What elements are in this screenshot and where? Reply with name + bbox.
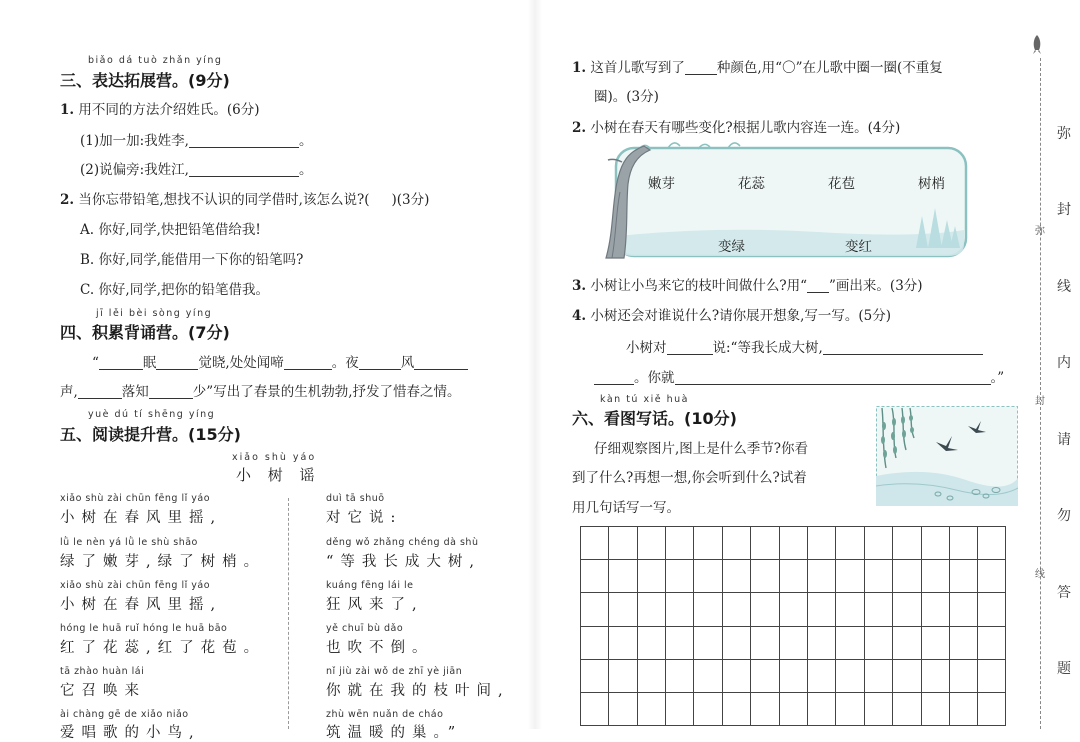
grid-line	[835, 526, 836, 726]
poem-line-pinyin: děng wǒ zhǎng chéng dà shù	[326, 537, 479, 548]
margin-word: 请	[1057, 432, 1071, 448]
text: 落知	[121, 384, 149, 400]
poem-line-pinyin: nǐ jiù zài wǒ de zhī yè jiān	[326, 666, 463, 677]
q-number: 4.	[572, 308, 587, 324]
poem-line: 你就在我的枝叶间,	[326, 683, 510, 699]
underline-mark	[807, 283, 829, 293]
r-q4-line2	[594, 366, 1004, 386]
punct: 。	[298, 162, 313, 178]
grid-line	[977, 526, 978, 726]
sec3-q1-a	[80, 129, 312, 149]
poem-line: 狂风来了,	[326, 597, 424, 613]
grid-line	[864, 526, 865, 726]
text: 少”写出了春景的生机勃勃,抒发了惜春之情。	[192, 384, 461, 400]
q-text: 种颜色,用“〇”在儿歌中圈一圈(不重复	[716, 60, 943, 76]
grid-line	[693, 526, 694, 726]
margin-word: 题	[1057, 661, 1071, 677]
poem-line-pinyin: tā zhào huàn lái	[60, 666, 145, 677]
r-q1	[572, 56, 943, 76]
grid-line	[665, 526, 666, 726]
poem-line: 小树在春风里摇,	[60, 510, 223, 526]
sec4-line2	[60, 380, 461, 400]
margin-word: 内	[1057, 355, 1071, 371]
poem-line: 绿了嫩芽,绿了树梢。	[60, 554, 266, 570]
page-fold	[528, 0, 542, 729]
q-text: (2)说偏旁:我姓江,	[80, 162, 189, 178]
text: 风	[400, 355, 415, 371]
grid-line	[779, 526, 780, 726]
match-item-top[interactable]: 花苞	[828, 176, 855, 192]
q-text: 。”	[990, 370, 1005, 386]
q-text: 用不同的方法介绍姓氏。(6分)	[78, 102, 260, 118]
answer-blank[interactable]	[156, 355, 198, 370]
sec6-text-1: 仔细观察图片,图上是什么季节?你看	[594, 441, 809, 457]
punct: “	[92, 355, 99, 371]
q-number: 2.	[572, 120, 587, 136]
sec5-title: 五、阅读提升营。(15分)	[60, 425, 241, 444]
answer-blank[interactable]	[189, 162, 299, 177]
poem-line: 筑温暖的巢。”	[326, 725, 463, 741]
poem-line: 红了花蕊,红了花苞。	[60, 640, 266, 656]
answer-blank[interactable]	[284, 355, 332, 370]
answer-blank[interactable]	[99, 355, 143, 370]
sec4-title: 四、积累背诵营。(7分)	[60, 323, 230, 342]
q-number: 2.	[60, 192, 75, 208]
poem-line: 也吹不倒。	[326, 640, 434, 656]
sec6-title: 六、看图写话。(10分)	[572, 409, 737, 428]
grid-line	[580, 559, 1006, 560]
match-item-top[interactable]: 花蕊	[738, 176, 765, 192]
match-item-bottom[interactable]: 变绿	[718, 239, 745, 255]
poem-line-pinyin: kuáng fēng lái le	[326, 580, 414, 591]
q-number: 3.	[572, 278, 587, 294]
poem-line: 小树在春风里摇,	[60, 597, 223, 613]
sec3-q1-b	[80, 158, 312, 178]
grid-line	[580, 692, 1006, 693]
grid-line	[608, 526, 609, 726]
seal-word: 封	[1035, 396, 1045, 407]
grid-line	[949, 526, 950, 726]
grid-line	[921, 526, 922, 726]
rocket-icon	[1030, 34, 1044, 56]
answer-blank[interactable]	[667, 340, 713, 355]
poem-line-pinyin: duì tā shuō	[326, 493, 385, 504]
poem-line-pinyin: ài chàng gē de xiǎo niǎo	[60, 709, 189, 720]
margin-word: 弥	[1057, 126, 1071, 142]
q-text: (1)加一加:我姓李,	[80, 133, 189, 149]
seal-word: 弥	[1035, 226, 1045, 237]
q-number: 1.	[60, 102, 75, 118]
margin-word: 线	[1057, 279, 1071, 295]
answer-blank[interactable]	[685, 60, 717, 75]
r-q2	[572, 116, 900, 136]
q-score: )(3分)	[391, 192, 430, 208]
sec6-pinyin: kàn tú xiě huà	[600, 394, 689, 405]
q-text: 这首儿歌写到了	[590, 60, 685, 76]
option-b[interactable]: B. 你好,同学,能借用一下你的铅笔吗?	[80, 252, 304, 268]
seal-word: 线	[1035, 569, 1045, 580]
poem-line-pinyin: xiǎo shù zài chūn fēng lǐ yáo	[60, 580, 211, 591]
q-text: 。你就	[634, 370, 675, 386]
spring-picture	[876, 406, 1018, 506]
r-q1-cont: 圈)。(3分)	[594, 89, 659, 105]
q-text: 小树还会对谁说什么?请你展开想象,写一写。(5分)	[590, 308, 892, 324]
text: 。夜	[331, 355, 359, 371]
answer-blank[interactable]	[414, 355, 468, 370]
text: 眠	[142, 355, 157, 371]
poem-line-pinyin: zhù wēn nuǎn de cháo	[326, 709, 444, 720]
option-a[interactable]: A. 你好,同学,快把铅笔借给我!	[80, 222, 261, 238]
sec6-text-3: 用几句话写一写。	[572, 500, 680, 516]
sec6-text-2: 到了什么?再想一想,你会听到什么?试着	[572, 470, 807, 486]
sec3-title: 三、表达拓展营。(9分)	[60, 71, 230, 90]
sec3-pinyin: biǎo dá tuò zhǎn yíng	[88, 55, 223, 66]
poem-line-pinyin: xiǎo shù zài chūn fēng lǐ yáo	[60, 493, 211, 504]
sec3-q1	[60, 98, 260, 118]
q-text: 小树对	[626, 340, 667, 356]
grid-line	[892, 526, 893, 726]
poem-divider	[288, 498, 289, 729]
sec3-q2	[60, 188, 429, 208]
grid-line	[807, 526, 808, 726]
answer-blank[interactable]	[359, 355, 401, 370]
answer-blank[interactable]	[189, 133, 299, 148]
r-q4-line1	[626, 336, 983, 356]
answer-blank[interactable]	[675, 370, 991, 385]
sec5-pinyin: yuè dú tí shēng yíng	[88, 409, 216, 420]
text: 觉晓,处处闻啼	[198, 355, 284, 371]
q-text: ”画出来。(3分)	[829, 278, 923, 294]
q-text: 说:“等我长成大树,	[712, 340, 823, 356]
q-text: 小树在春天有哪些变化?根据儿歌内容连一连。(4分)	[590, 120, 901, 136]
grid-line	[722, 526, 723, 726]
poem-line-pinyin: hóng le huā ruǐ hóng le huā bāo	[60, 623, 228, 634]
poem-title: 小 树 谣	[236, 466, 321, 484]
poem-line: “等我长成大树,	[326, 554, 482, 570]
grid-line	[750, 526, 751, 726]
grid-line	[580, 659, 1006, 660]
grid-line	[580, 626, 1006, 627]
grid-line	[637, 526, 638, 726]
answer-blank[interactable]	[594, 370, 634, 385]
sec4-line1	[92, 351, 468, 371]
match-item-top[interactable]: 树梢	[918, 176, 945, 192]
match-item-top[interactable]: 嫩芽	[648, 176, 675, 192]
poem-line: 它召唤来	[60, 683, 146, 699]
poem-line: 爱唱歌的小鸟,	[60, 725, 201, 741]
answer-blank[interactable]	[78, 384, 122, 399]
grid-line	[580, 592, 1006, 593]
poem-line: 对它说:	[326, 510, 403, 526]
q-number: 1.	[572, 60, 587, 76]
punct: 。	[298, 133, 313, 149]
poem-title-pinyin: xiǎo shù yáo	[232, 452, 317, 463]
r-q3	[572, 274, 923, 294]
text: 声,	[60, 384, 78, 400]
poem-line-pinyin: yě chuī bù dǎo	[326, 623, 404, 634]
match-item-bottom[interactable]: 变红	[845, 239, 872, 255]
q-text: 小树让小鸟来它的枝叶间做什么?用“	[590, 278, 808, 294]
sec4-pinyin: jī lěi bèi sòng yíng	[96, 308, 213, 319]
answer-blank[interactable]	[149, 384, 193, 399]
poem-line-pinyin: lǜ le nèn yá lǜ le shù shāo	[60, 537, 198, 548]
answer-blank[interactable]	[823, 340, 983, 355]
q-text: 当你忘带铅笔,想找不认识的同学借时,该怎么说?(	[78, 192, 370, 208]
r-q4	[572, 304, 891, 324]
margin-word: 勿	[1057, 508, 1071, 524]
matching-illustration	[598, 140, 970, 260]
margin-word: 答	[1057, 585, 1071, 601]
option-c[interactable]: C. 你好,同学,把你的铅笔借我。	[80, 282, 270, 298]
margin-word: 封	[1057, 202, 1071, 218]
